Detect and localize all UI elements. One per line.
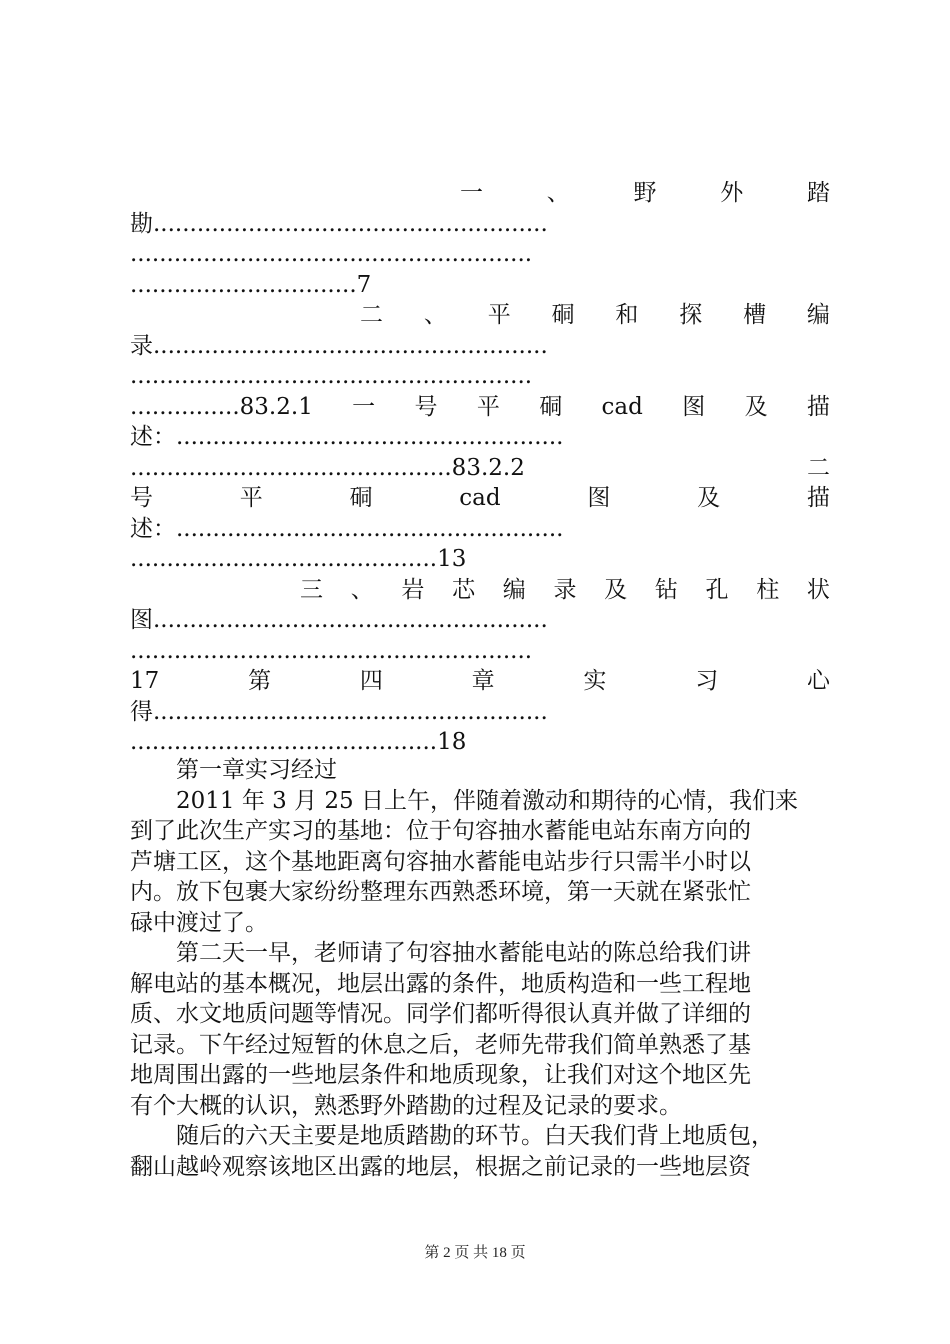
toc-word: 图: [587, 485, 611, 511]
toc-word: 硐: [539, 393, 563, 420]
toc-word: 描: [806, 485, 830, 511]
toc-word: 和: [615, 302, 639, 328]
paragraph-2: [130, 938, 830, 1121]
toc-line-11: [130, 483, 830, 514]
toc-line-4: ...............................7: [130, 271, 372, 298]
toc-word: 岩: [401, 576, 425, 603]
toc-word: 编: [502, 576, 526, 603]
toc-word: 第: [248, 668, 272, 694]
toc-line-13: ..........................................13: [130, 546, 467, 572]
toc-word: 硐: [349, 485, 373, 511]
toc-word: 17: [130, 668, 160, 694]
toc-word: 钻: [654, 576, 678, 603]
paragraph-line: 芦塘工区，这个基地距离句容抽水蓄能电站步行只需半小时以: [130, 848, 751, 875]
toc-word: 探: [679, 302, 703, 328]
toc-word: ...............83.2.1: [130, 393, 313, 420]
toc-word: 及: [744, 393, 768, 420]
toc-word: 一: [460, 180, 483, 206]
toc-word: 描: [806, 393, 830, 420]
paragraph-line: 有个大概的认识，熟悉野外踏勘的过程及记录的要求。: [130, 1092, 682, 1119]
toc-line-18: 得......................................................: [130, 698, 548, 725]
toc-word: 号: [414, 393, 438, 420]
toc-word: 一: [352, 393, 376, 420]
paragraph-line: 第二天一早，老师请了句容抽水蓄能电站的陈总给我们讲: [130, 940, 751, 966]
toc-line-1: [130, 178, 830, 209]
toc-line-6: 录......................................................: [130, 332, 548, 359]
toc-word: 图: [682, 393, 706, 420]
toc-word: 野: [633, 180, 657, 206]
table-of-contents: [130, 178, 830, 758]
toc-line-17: [130, 666, 830, 697]
toc-line-14: [130, 575, 830, 606]
toc-word: 平: [239, 485, 263, 511]
toc-word: 平: [476, 393, 500, 420]
toc-word: 、: [423, 302, 447, 328]
toc-word: cad: [601, 393, 643, 420]
toc-word: 、: [546, 180, 570, 206]
body-text: [130, 755, 830, 1182]
paragraph-line: 解电站的基本概况，地层出露的条件，地质构造和一些工程地: [130, 970, 751, 997]
toc-word: 实: [583, 668, 607, 694]
toc-word: 孔: [705, 576, 729, 603]
paragraph-line: 随后的六天主要是地质踏勘的环节。白天我们背上地质包，: [130, 1123, 774, 1149]
toc-word: 平: [487, 302, 511, 328]
toc-word: ............................................83.2.2: [130, 454, 525, 481]
toc-line-3: .......................................................: [130, 241, 533, 267]
chapter-title-text: 第一章实习经过: [176, 757, 337, 783]
toc-word: 三: [300, 576, 323, 603]
toc-word: 、: [350, 576, 374, 603]
paragraph-line: 质、水文地质问题等情况。同学们都听得很认真并做了详细的: [130, 1001, 751, 1027]
toc-line-9: 述：.....................................................: [130, 424, 564, 450]
toc-word: 状: [806, 576, 830, 603]
toc-line-19: ..........................................18: [130, 729, 467, 755]
paragraph-line: 到了此次生产实习的基地：位于句容抽水蓄能电站东南方向的: [130, 818, 751, 844]
page-footer: 第 2 页 共 18 页: [424, 1245, 526, 1261]
paragraph-3: [130, 1121, 830, 1182]
toc-word: 四: [359, 668, 383, 694]
toc-word: 及: [604, 576, 628, 603]
toc-line-10: [130, 453, 830, 484]
toc-word: 录: [553, 576, 577, 603]
paragraph-1: [130, 786, 830, 939]
paragraph-line: 记录。下午经过短暂的休息之后，老师先带我们简单熟悉了基: [130, 1031, 751, 1058]
toc-line-16: .......................................................: [130, 637, 533, 664]
chapter-title: [130, 755, 830, 786]
toc-word: 硐: [551, 302, 575, 328]
toc-word: 及: [697, 485, 721, 511]
toc-word: 二: [807, 454, 830, 481]
toc-word: 外: [720, 180, 744, 206]
paragraph-line: 地周围出露的一些地层条件和地质现象，让我们对这个地区先: [130, 1062, 751, 1088]
toc-line-8: [130, 392, 830, 423]
toc-line-2: 勘......................................................: [130, 210, 548, 237]
toc-word: 槽: [743, 302, 767, 328]
toc-word: 二: [360, 302, 383, 328]
toc-word: 编: [806, 302, 830, 328]
toc-word: 芯: [452, 576, 476, 603]
paragraph-line: 2011 年 3 月 25 日上午，伴随着激动和期待的心情，我们来: [130, 787, 798, 814]
toc-line-5: [130, 300, 830, 331]
toc-word: 柱: [756, 576, 780, 603]
paragraph-line: 碌中渡过了。: [130, 909, 268, 936]
paragraph-line: 翻山越岭观察该地区出露的地层，根据之前记录的一些地层资: [130, 1153, 751, 1180]
toc-word: 号: [130, 485, 153, 511]
toc-word: 心: [806, 668, 830, 694]
toc-word: 章: [471, 668, 495, 694]
toc-line-7: .......................................................: [130, 363, 533, 389]
toc-word: 习: [695, 668, 719, 694]
toc-word: 踏: [807, 180, 830, 206]
toc-line-12: 述：.....................................................: [130, 515, 564, 542]
toc-line-15: 图......................................................: [130, 607, 548, 633]
toc-word: cad: [459, 485, 501, 511]
paragraph-line: 内。放下包裹大家纷纷整理东西熟悉环境，第一天就在紧张忙: [130, 879, 751, 905]
